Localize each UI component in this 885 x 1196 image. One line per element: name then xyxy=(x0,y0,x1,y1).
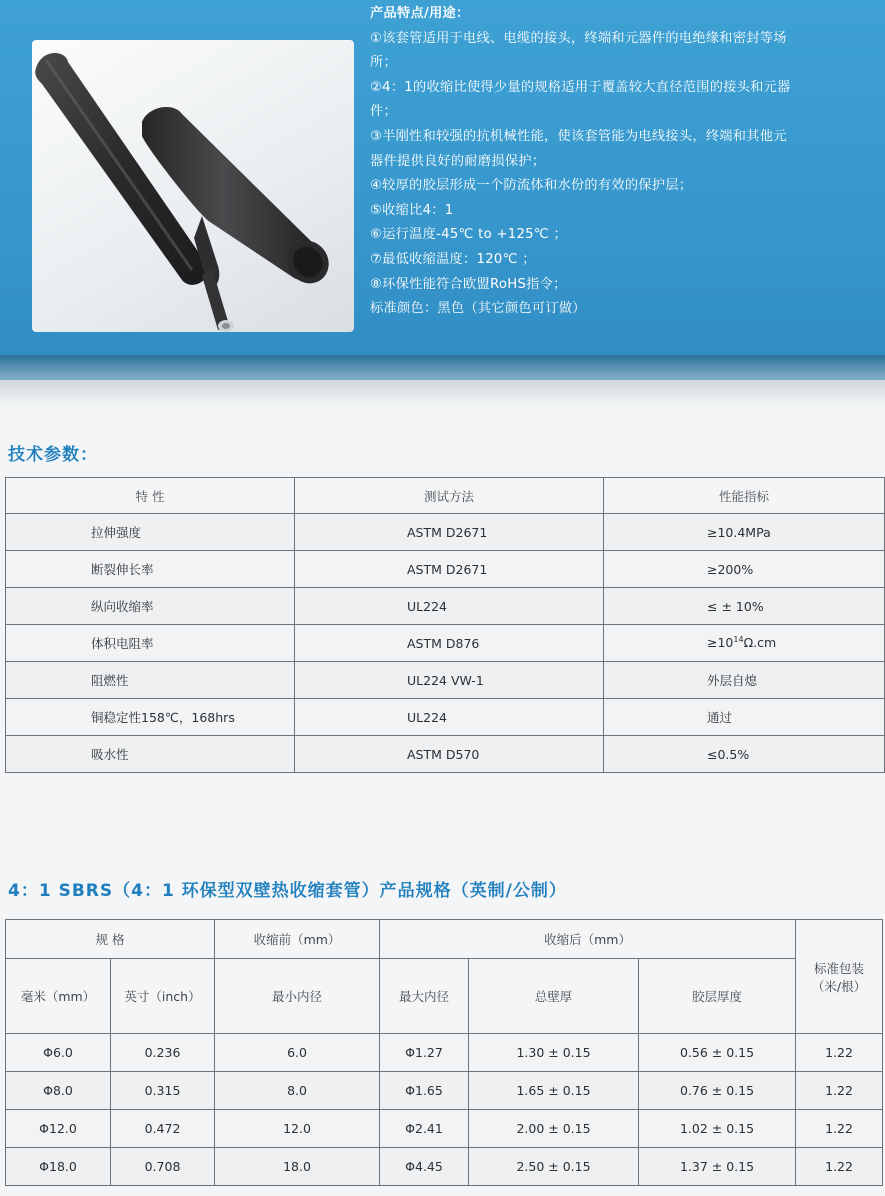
cell-property: 吸水性 xyxy=(6,736,295,773)
cell-mm: Φ18.0 xyxy=(6,1148,111,1186)
feature-line: 所； xyxy=(370,55,397,71)
cell-adhesive: 0.76 ± 0.15 xyxy=(639,1072,796,1110)
resistivity-base: ≥10 xyxy=(707,635,734,651)
table-header-row xyxy=(6,478,885,514)
cell-test-method: UL224 VW-1 xyxy=(295,662,604,699)
cell-mm: Φ6.0 xyxy=(6,1034,111,1072)
feature-line: ⑦最低收缩温度：120℃ ； xyxy=(370,251,536,267)
feature-line: ①该套管适用于电线、电缆的接头，终端和元器件的电绝缘和密封等场 xyxy=(370,30,787,46)
cell-property: 断裂伸长率 xyxy=(6,551,295,588)
col-header-performance: 性能指标 xyxy=(604,478,885,514)
col-header-after: 收缩后（mm） xyxy=(380,920,796,959)
cell-min-id: 18.0 xyxy=(215,1148,380,1186)
col-header-inch: 英寸（inch） xyxy=(111,959,215,1034)
col-header-packaging: 标准包装（米/根） xyxy=(796,920,883,1034)
feature-line: ⑧环保性能符合欧盟RoHS指令； xyxy=(370,276,567,292)
table-row xyxy=(6,699,885,736)
resistivity-exponent: 14 xyxy=(733,635,744,645)
product-photo xyxy=(32,40,354,332)
tech-params-table xyxy=(5,477,885,773)
feature-line: ②4：1的收缩比使得少量的规格适用于覆盖较大直径范围的接头和元器 xyxy=(370,79,791,95)
table-row xyxy=(6,1072,883,1110)
cell-performance: ≤0.5% xyxy=(604,736,885,773)
col-header-mm: 毫米（mm） xyxy=(6,959,111,1034)
feature-line: ④较厚的胶层形成一个防流体和水份的有效的保护层； xyxy=(370,178,693,194)
cell-test-method: ASTM D2671 xyxy=(295,514,604,551)
cell-wall: 1.65 ± 0.15 xyxy=(469,1072,639,1110)
col-header-test-method: 测试方法 xyxy=(295,478,604,514)
cell-property: 体积电阻率 xyxy=(6,625,295,662)
table-row xyxy=(6,736,885,773)
cell-test-method: UL224 xyxy=(295,699,604,736)
features-title: 产品特点/用途： xyxy=(370,6,470,21)
cell-inch: 0.315 xyxy=(111,1072,215,1110)
feature-line: ⑤收缩比4：1 xyxy=(370,202,454,218)
table-row xyxy=(6,588,885,625)
col-header-property: 特 性 xyxy=(6,478,295,514)
cell-performance: 通过 xyxy=(604,699,885,736)
cell-packaging: 1.22 xyxy=(796,1148,883,1186)
product-features xyxy=(370,2,882,322)
feature-line: 器件提供良好的耐磨损保护； xyxy=(370,153,546,169)
col-header-min-id: 最小内径 xyxy=(215,959,380,1034)
cell-performance: ≤ ± 10% xyxy=(604,588,885,625)
feature-line: 标准颜色：黑色（其它颜色可订做） xyxy=(370,301,586,317)
cell-inch: 0.236 xyxy=(111,1034,215,1072)
cell-property: 纵向收缩率 xyxy=(6,588,295,625)
cell-adhesive: 1.37 ± 0.15 xyxy=(639,1148,796,1186)
col-header-spec: 规 格 xyxy=(6,920,215,959)
cell-performance: ≥200% xyxy=(604,551,885,588)
cell-max-id: Φ1.27 xyxy=(380,1034,469,1072)
resistivity-unit: Ω.cm xyxy=(743,635,777,651)
col-header-wall: 总壁厚 xyxy=(469,959,639,1034)
cell-performance: 外层自熄 xyxy=(604,662,885,699)
table-row xyxy=(6,625,885,662)
feature-line: ⑥运行温度-45℃ to +125℃ ； xyxy=(370,227,567,243)
cell-test-method: UL224 xyxy=(295,588,604,625)
table-row xyxy=(6,1110,883,1148)
cell-max-id: Φ2.41 xyxy=(380,1110,469,1148)
table-row xyxy=(6,1148,883,1186)
col-header-max-id: 最大内径 xyxy=(380,959,469,1034)
cell-mm: Φ8.0 xyxy=(6,1072,111,1110)
col-header-adhesive: 胶层厚度 xyxy=(639,959,796,1034)
spec-table xyxy=(5,919,883,1186)
cell-max-id: Φ1.65 xyxy=(380,1072,469,1110)
cell-min-id: 8.0 xyxy=(215,1072,380,1110)
cell-wall: 2.50 ± 0.15 xyxy=(469,1148,639,1186)
cell-property: 拉伸强度 xyxy=(6,514,295,551)
cell-performance: ≥10.4MPa xyxy=(604,514,885,551)
cell-wall: 1.30 ± 0.15 xyxy=(469,1034,639,1072)
heat-shrink-tube-image xyxy=(32,40,354,332)
cell-packaging: 1.22 xyxy=(796,1072,883,1110)
cell-performance xyxy=(604,625,885,662)
cell-packaging: 1.22 xyxy=(796,1110,883,1148)
table-row xyxy=(6,551,885,588)
cell-property: 铜稳定性158℃，168hrs xyxy=(6,699,295,736)
spec-title: 4：1 SBRS（4：1 环保型双壁热收缩套管）产品规格（英制/公制） xyxy=(8,881,567,901)
cell-test-method: ASTM D876 xyxy=(295,625,604,662)
cell-inch: 0.472 xyxy=(111,1110,215,1148)
cell-test-method: ASTM D2671 xyxy=(295,551,604,588)
feature-line: 件； xyxy=(370,104,397,120)
cell-max-id: Φ4.45 xyxy=(380,1148,469,1186)
cell-wall: 2.00 ± 0.15 xyxy=(469,1110,639,1148)
table-header-row xyxy=(6,920,883,959)
cell-adhesive: 0.56 ± 0.15 xyxy=(639,1034,796,1072)
cell-packaging: 1.22 xyxy=(796,1034,883,1072)
cell-inch: 0.708 xyxy=(111,1148,215,1186)
feature-line: ③半刚性和较强的抗机械性能，使该套管能为电线接头，终端和其他元 xyxy=(370,128,787,144)
cell-min-id: 6.0 xyxy=(215,1034,380,1072)
cell-adhesive: 1.02 ± 0.15 xyxy=(639,1110,796,1148)
cell-property: 阻燃性 xyxy=(6,662,295,699)
cell-mm: Φ12.0 xyxy=(6,1110,111,1148)
cell-test-method: ASTM D570 xyxy=(295,736,604,773)
table-row xyxy=(6,1034,883,1072)
col-header-before: 收缩前（mm） xyxy=(215,920,380,959)
table-subheader-row xyxy=(6,959,883,1034)
tech-params-title: 技术参数： xyxy=(8,445,98,465)
table-row xyxy=(6,514,885,551)
table-row xyxy=(6,662,885,699)
cell-min-id: 12.0 xyxy=(215,1110,380,1148)
banner-shadow xyxy=(0,355,885,405)
